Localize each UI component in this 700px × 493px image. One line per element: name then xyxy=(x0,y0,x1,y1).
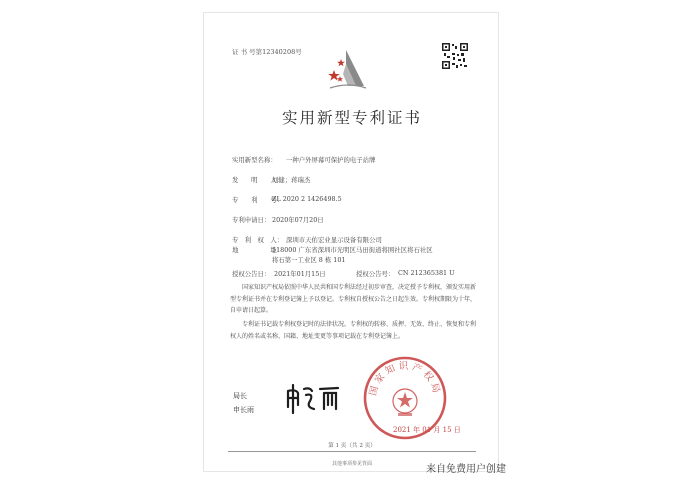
field-value-name: 一种户外屏幕可保护的电子站牌 xyxy=(286,156,376,164)
cnipa-logo-icon xyxy=(326,46,370,94)
certificate-title: 实用新型专利证书 xyxy=(281,109,422,127)
body-paragraph-1: 国家知识产权局依照中华人民共和国专利法经过初步审查，决定授予专利权，颁发实用新型专利证书并在专利登记簿上予以登记。专利权自授权公告之日起生效。专利权期限为十年，自申请日起算。 xyxy=(230,284,477,314)
qr-code-icon xyxy=(442,43,468,69)
grant-no-label: 授权公告号： xyxy=(356,270,395,278)
signature-title-label: 局长 xyxy=(233,392,247,400)
field-value-address-line2: 将石第一工业区 8 栋 101 xyxy=(272,256,346,264)
certificate-page xyxy=(203,12,499,472)
footer-note: 其他事项参见背面 xyxy=(331,461,372,467)
watermark-text: 来自免费用户创建 xyxy=(426,464,506,475)
field-label-name: 实用新型名称： xyxy=(232,156,277,164)
footer-divider xyxy=(228,451,476,452)
field-value-patent-no: ZL 2020 2 1426498.5 xyxy=(272,195,342,203)
field-label-patentee: 专 利 权 人： xyxy=(232,236,284,244)
field-label-address: 地 址： xyxy=(232,246,284,254)
grant-no-value: CN 212365381 U xyxy=(398,269,455,277)
field-value-patentee: 深圳市天佑宏业显示设备有限公司 xyxy=(286,236,382,244)
handwritten-signature xyxy=(284,381,340,415)
page-number: 第 1 页（共 2 页） xyxy=(328,443,376,449)
field-value-inventor: 刘健；蒋瑞杰 xyxy=(272,176,311,184)
grant-date-value: 2021年01月15日 xyxy=(274,270,326,278)
body-paragraph-2: 专利证书记载专利权登记时的法律状况。专利权的转移、质押、无效、终止、恢复和专利权人的姓名或名称、国籍、地址变更等事项记载在专利登记簿上。 xyxy=(230,321,477,340)
signature-name-label: 申长雨 xyxy=(233,406,254,414)
svg-text:国家知识产权局: 国家知识产权局 xyxy=(367,360,443,398)
grant-date-label: 授权公告日： xyxy=(232,270,271,278)
field-value-filing-date: 2020年07月20日 xyxy=(272,216,324,224)
field-label-filing-date: 专利申请日： xyxy=(232,216,271,224)
field-value-address: 518000 广东省深圳市光明区马田街道将围社区将石社区 xyxy=(272,246,433,254)
certificate-number: 证 书 号第12340208号 xyxy=(232,48,302,56)
field-label-patent-no: 专 利 号： xyxy=(232,196,284,204)
field-label-inventor: 发 明 人： xyxy=(232,176,284,184)
seal-date: 2021 年 01 月 15 日 xyxy=(393,426,461,434)
